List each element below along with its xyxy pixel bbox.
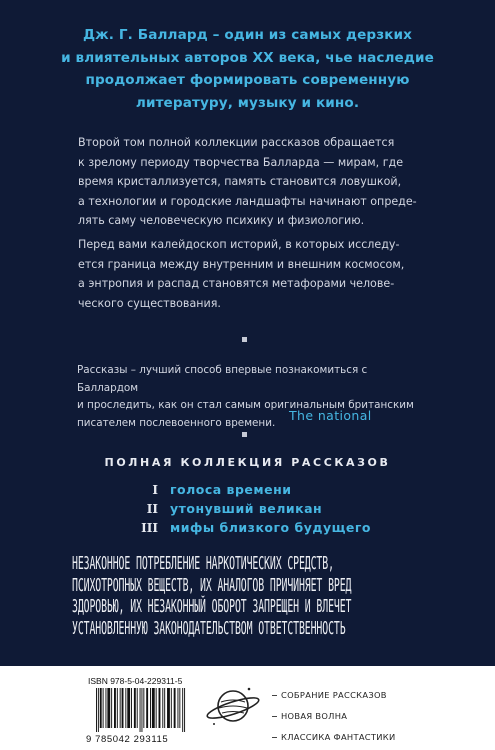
warning-line: НЕЗАКОННОЕ ПОТРЕБЛЕНИЕ НАРКОТИЧЕСКИХ СРЕДСТВ, <box>72 554 334 574</box>
volume-number: II <box>146 502 158 516</box>
dash-mark <box>272 737 277 738</box>
series-label: КЛАССИКА ФАНТАСТИКИ <box>281 732 396 742</box>
volume-name: голоса времени <box>170 482 292 497</box>
description-paragraph-1 <box>78 133 418 231</box>
paragraph-line: Второй том полной коллекции рассказов обращается <box>78 136 395 149</box>
paragraph-line: ется граница между внутренним и внешним космосом, <box>78 257 405 271</box>
lead-line: продолжает формировать современную <box>85 72 410 88</box>
volume-item <box>120 520 371 535</box>
paragraph-line: время кристаллизуется, память становится ловушкой, <box>78 175 402 189</box>
quote-line: и проследить, как он стал самым оригинальным британским <box>77 399 414 412</box>
lead-line: Дж. Г. Баллард – один из самых дерзких <box>82 27 413 43</box>
isbn-label: ISBN 978-5-04-229311-5 <box>88 676 183 686</box>
volume-item <box>120 482 291 497</box>
volume-name: мифы близкого будущего <box>170 520 372 535</box>
collection-title: ПОЛНАЯ КОЛЛЕКЦИЯ РАССКАЗОВ <box>104 456 391 469</box>
lead-line: и влиятельных авторов XX века, чье наследие <box>61 49 434 66</box>
quote-line: писателем послевоенного времени. <box>77 416 276 429</box>
barcode-digits: 9 785042 293115 <box>86 734 169 745</box>
divider-square <box>242 337 247 342</box>
planet-ring-icon <box>205 680 261 732</box>
quote-line: Рассказы – лучший способ впервые познакомиться с Баллардом <box>77 364 368 394</box>
series-tag <box>272 711 347 721</box>
series-label: НОВАЯ ВОЛНА <box>281 711 348 721</box>
quote-source: The national <box>289 408 372 423</box>
dash-mark <box>272 695 277 696</box>
description-paragraph-2 <box>78 235 418 313</box>
series-tag <box>272 690 387 700</box>
paragraph-line: к зрелому периоду творчества Балларда — мирам, где <box>78 155 404 169</box>
warning-line: ЗДОРОВЬЮ, ИХ НЕЗАКОННЫЙ ОБОРОТ ЗАПРЕЩЕН И ВЛЕЧЕТ <box>72 597 352 618</box>
paragraph-line: а технологии и городские ландшафты начинают опреде- <box>78 194 417 208</box>
lead-line: литературу, музыку и кино. <box>135 94 360 111</box>
volume-number: I <box>152 483 158 497</box>
legal-warning <box>72 554 430 640</box>
volume-item <box>120 501 322 516</box>
barcode <box>96 688 186 732</box>
volume-name: утонувший великан <box>170 501 323 516</box>
series-label: СОБРАНИЕ РАССКАЗОВ <box>281 690 387 700</box>
paragraph-line: Перед вами калейдоскоп историй, в которых исследу- <box>78 238 400 251</box>
divider-square <box>242 432 247 437</box>
warning-line: УСТАНОВЛЕННУЮ ЗАКОНОДАТЕЛЬСТВОМ ОТВЕТСТВЕННОСТЬ <box>72 618 346 639</box>
dash-mark <box>272 716 277 717</box>
paragraph-line: лять саму человеческую психику и физиологию. <box>78 214 365 228</box>
paragraph-line: ческого существования. <box>78 296 221 310</box>
lead-blurb <box>40 24 455 114</box>
paragraph-line: а энтропия и распад становятся метафорами челове- <box>78 277 395 291</box>
series-tag <box>272 732 395 742</box>
warning-line: ПСИХОТРОПНЫХ ВЕЩЕСТВ, ИХ АНАЛОГОВ ПРИЧИНЯЕТ ВРЕД <box>72 575 352 596</box>
volume-number: III <box>141 521 158 535</box>
